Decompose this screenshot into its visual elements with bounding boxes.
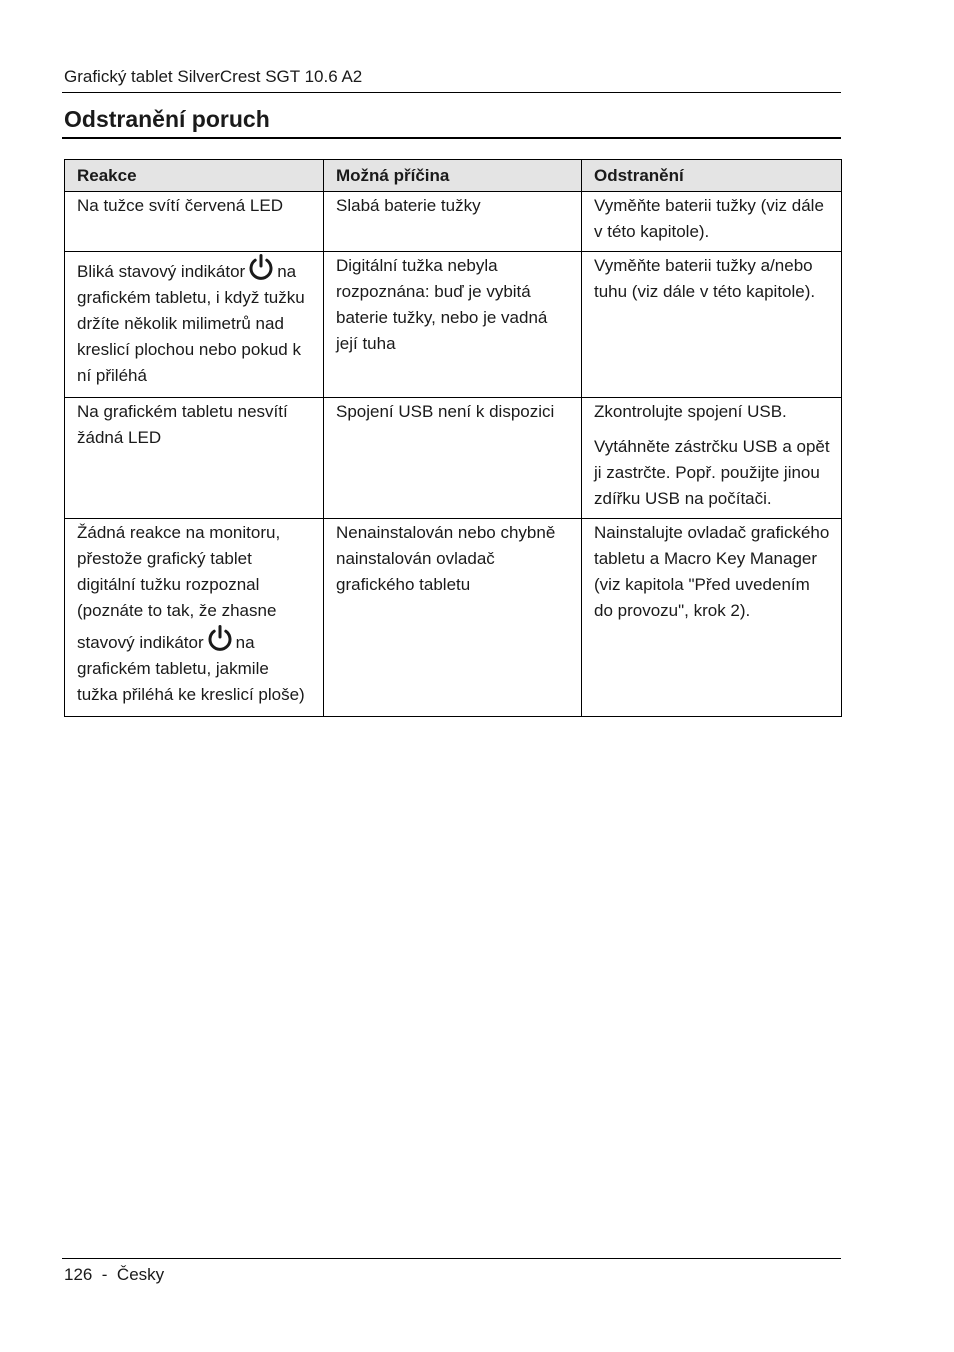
footer-rule — [62, 1258, 841, 1259]
cause-cell: Slabá baterie tužky — [324, 192, 582, 252]
table-row — [65, 519, 842, 717]
cause-cell: Nenainstalován nebo chybně nainstalován ovladač grafického tabletu — [324, 519, 582, 717]
title-rule — [62, 137, 841, 139]
table-header-row — [65, 160, 842, 192]
reaction-cell: Na tužce svítí červená LED — [65, 192, 324, 252]
reaction-text-end: na grafickém tabletu, i když tužku držíte několik milimetrů nad kreslicí plochou nebo pokud k ní přiléhá — [77, 262, 305, 385]
column-header-reaction: Reakce — [65, 160, 324, 192]
table-row — [65, 398, 842, 519]
cause-cell: Digitální tužka nebyla rozpoznána: buď je vybitá baterie tužky, nebo je vadná její tuha — [324, 252, 582, 398]
power-icon — [246, 253, 276, 283]
column-header-cause: Možná příčina — [324, 160, 582, 192]
page-footer: 126 - Česky — [64, 1265, 165, 1284]
reaction-cell: Na grafickém tabletu nesvítí žádná LED — [65, 398, 324, 519]
remedy-paragraph: Nainstalujte ovladač grafického tabletu a Macro Key Manager — [594, 523, 830, 568]
reaction-text-end: na grafickém tabletu, jakmile tužka přiléhá ke kreslicí ploše) — [77, 633, 305, 704]
power-icon — [205, 624, 235, 654]
table-row — [65, 192, 842, 252]
remedy-paragraph: Zkontrolujte spojení USB. — [594, 402, 787, 421]
reaction-cell — [65, 252, 324, 398]
header-rule — [62, 92, 841, 93]
reaction-text-start: Žádná reakce na monitoru, přestože grafický tablet digitální tužku rozpoznal (poznáte to tak, že zhasne stavový indikátor — [77, 523, 281, 652]
remedy-cell — [582, 519, 842, 717]
reaction-cell — [65, 519, 324, 717]
remedy-paragraph: Vytáhněte zástrčku USB a opět ji zastrčte. Popř. použijte jinou zdířku USB na počítači. — [594, 437, 830, 508]
remedy-paragraph: (viz kapitola "Před uvedením do provozu", krok 2). — [594, 575, 810, 620]
table-row — [65, 252, 842, 398]
remedy-cell: Vyměňte baterii tužky (viz dále v této kapitole). — [582, 192, 842, 252]
column-header-remedy: Odstranění — [582, 160, 842, 192]
remedy-cell — [582, 398, 842, 519]
troubleshooting-table — [64, 159, 842, 717]
running-header: Grafický tablet SilverCrest SGT 10.6 A2 — [64, 67, 363, 86]
section-title: Odstranění poruch — [64, 106, 270, 132]
cause-cell: Spojení USB není k dispozici — [324, 398, 582, 519]
remedy-cell: Vyměňte baterii tužky a/nebo tuhu (viz dále v této kapitole). — [582, 252, 842, 398]
reaction-text-start: Bliká stavový indikátor — [77, 262, 246, 281]
